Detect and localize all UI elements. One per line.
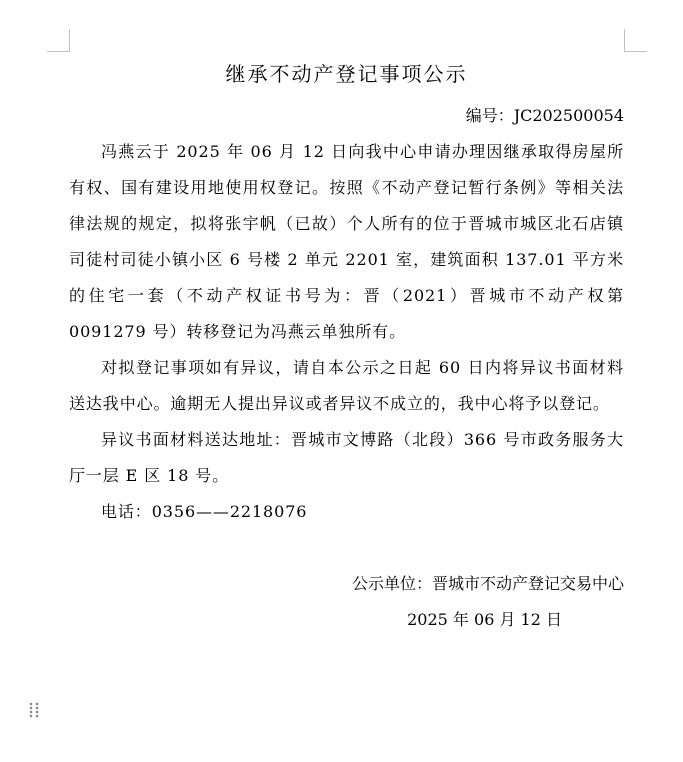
publish-date: 2025 年 06 月 12 日 bbox=[407, 610, 562, 629]
top-left-crop-mark-icon bbox=[47, 29, 70, 52]
document-page bbox=[69, 56, 624, 638]
publisher-signature: 公示单位：晋城市不动产登记交易中心 bbox=[351, 574, 624, 593]
paragraph-objection: 对拟登记事项如有异议，请自本公示之日起 60 日内将异议书面材料送达我中心。逾期无人提出异议或者异议不成立的，我中心将予以登记。 bbox=[69, 358, 624, 413]
paragraph-application: 冯燕云于 2025 年 06 月 12 日向我中心申请办理因继承取得房屋所有权、国有建设用地使用权登记。按照《不动产登记暂行条例》等相关法律法规的规定，拟将张宇帆（已故）个人所有的位于晋城市城区北石店镇司徒村司徒小镇小区 6 号楼 2 单元 2201 室，建筑面积 137.01 平方米的住宅一套（不动产权证书号为：晋（2021）晋城市不动产权第 0091279 号）转移登记为冯燕云单独所有。 bbox=[69, 142, 624, 341]
document-title: 继承不动产登记事项公示 bbox=[225, 62, 468, 86]
paragraph-phone: 电话：0356——2218076 bbox=[101, 502, 308, 521]
top-right-crop-mark-icon bbox=[624, 29, 647, 52]
document-number: 编号：JC202500054 bbox=[465, 106, 624, 125]
paragraph-address: 异议书面材料送达地址：晋城市文博路（北段）366 号市政务服务大厅一层 E 区 18 号。 bbox=[69, 430, 624, 485]
drag-handle-icon[interactable] bbox=[29, 702, 39, 718]
